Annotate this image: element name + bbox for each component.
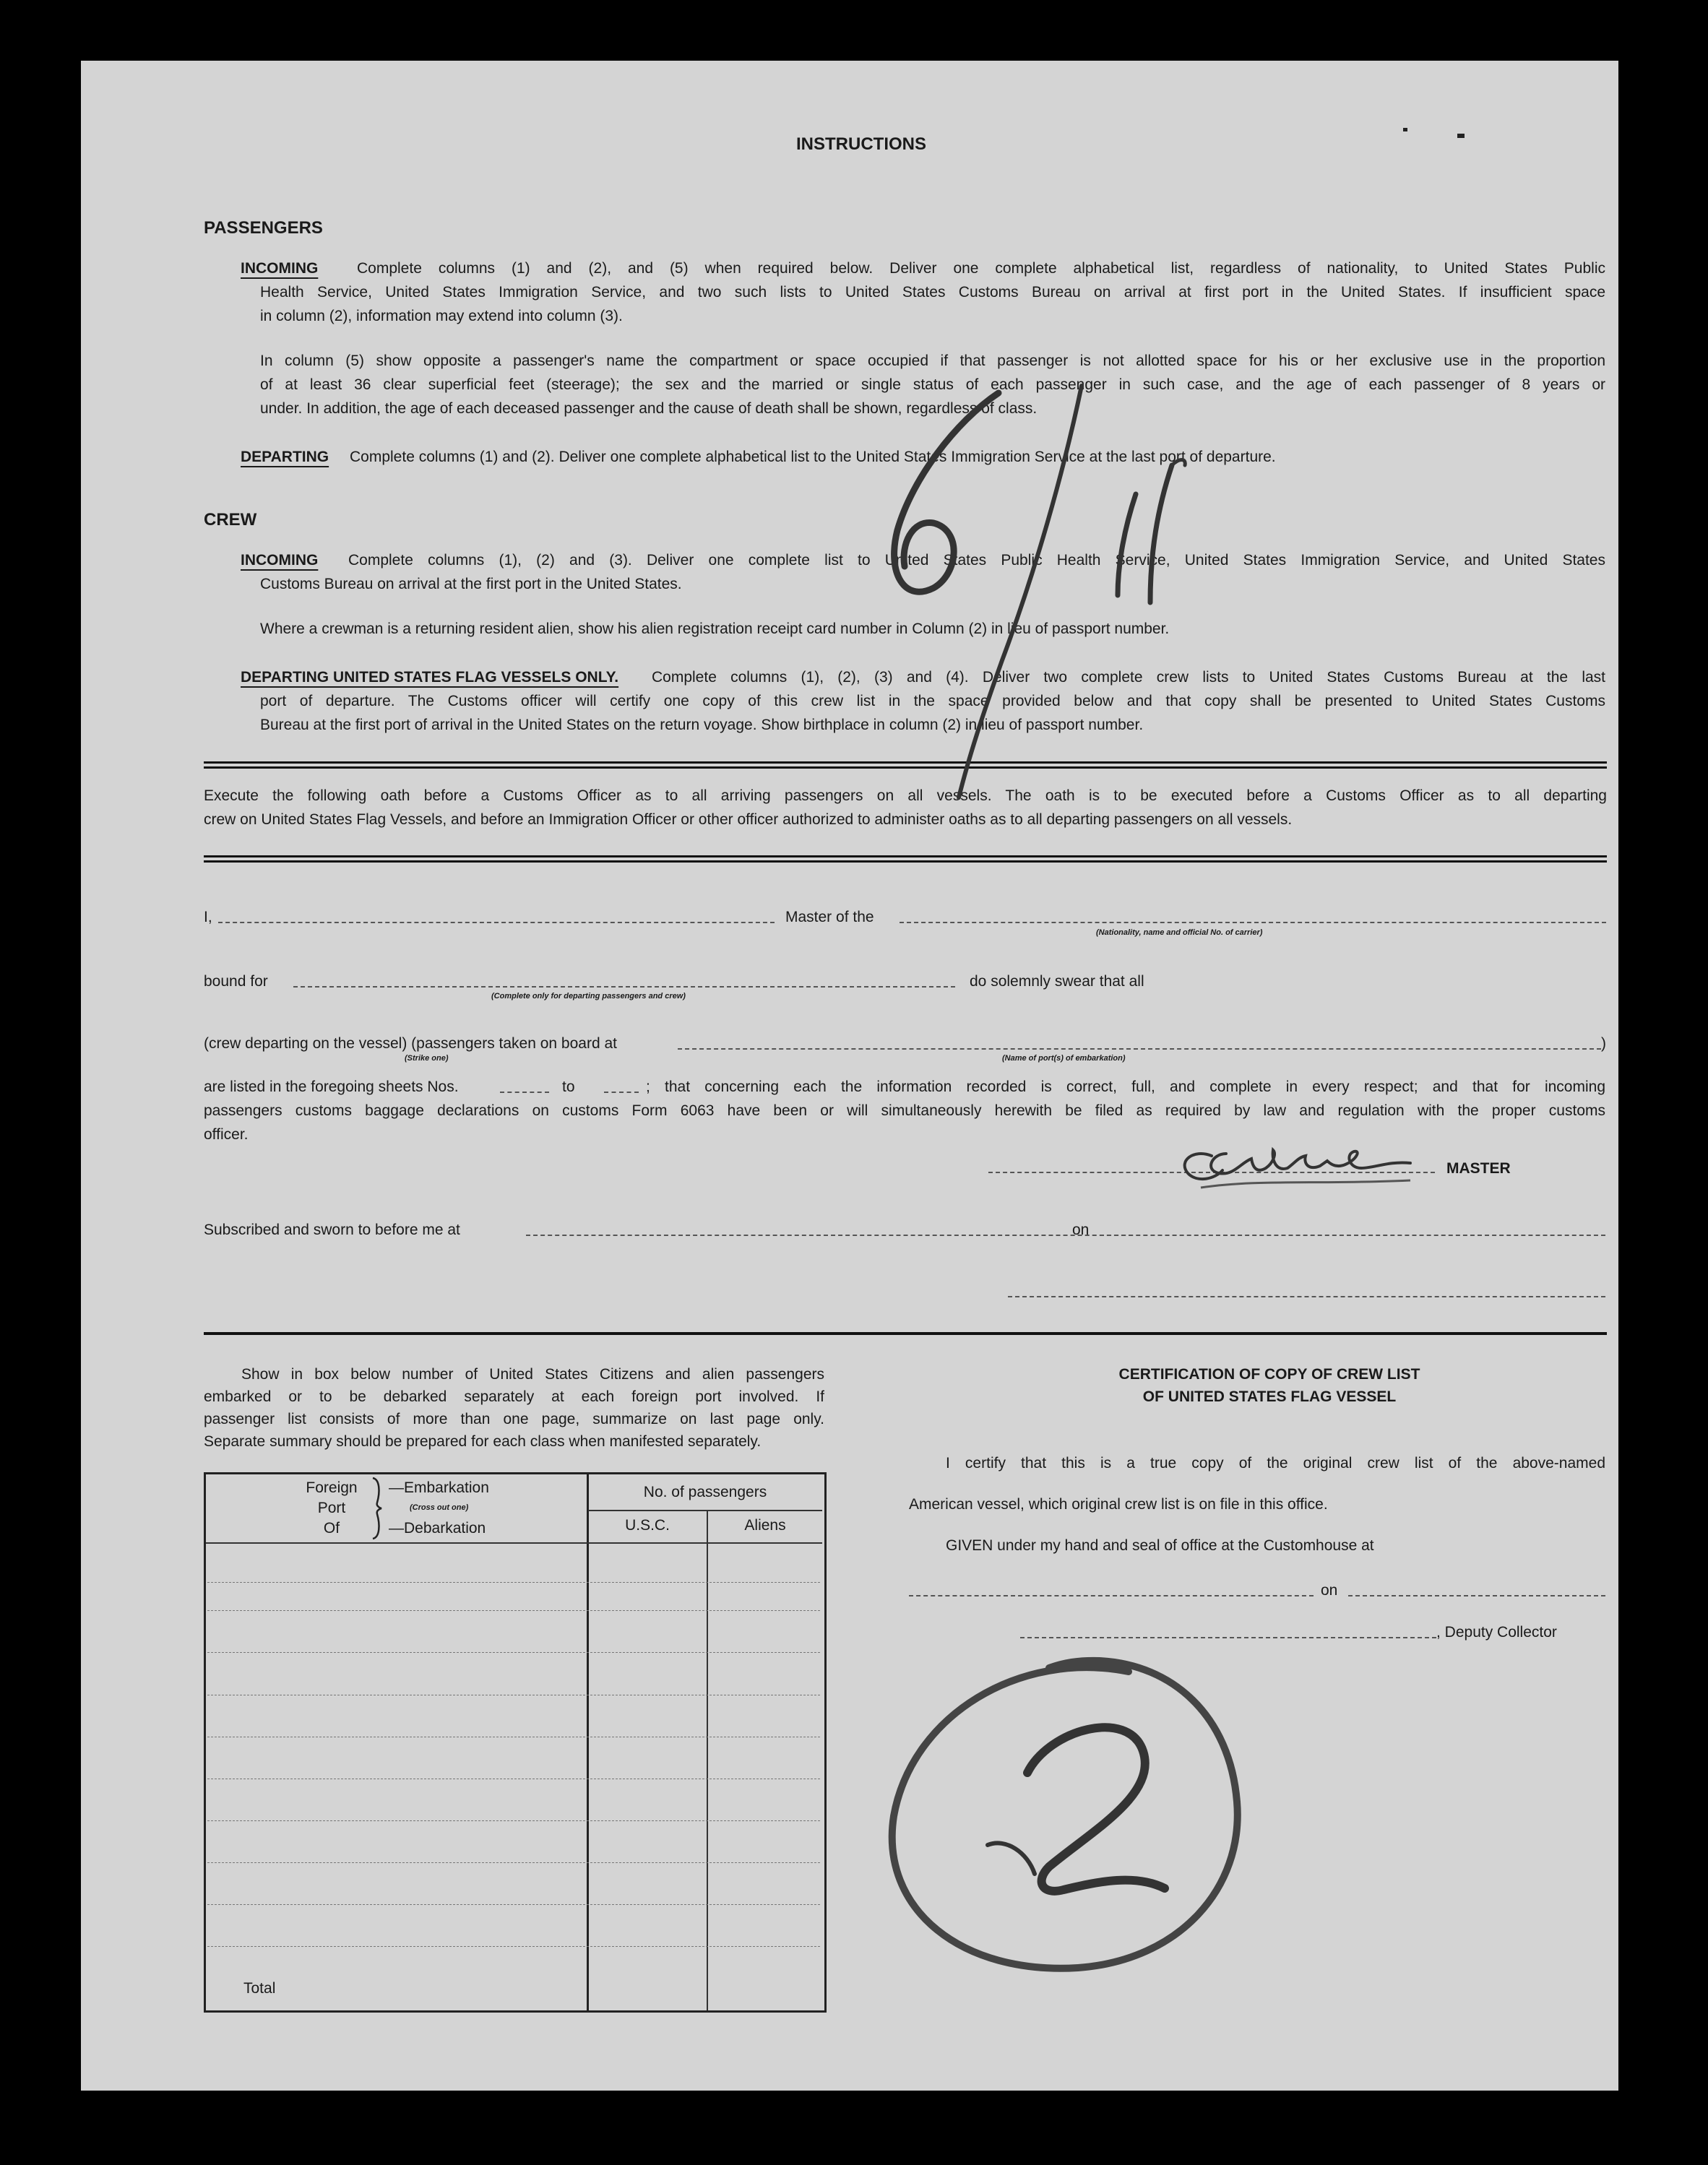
passenger-summary-table: [204, 1472, 827, 2013]
crew-resident-text: Where a crewman is a returning resident alien, show his alien registration receipt card number in Column (2) in lieu of passport number.: [260, 621, 1170, 637]
no-passengers-header: No. of passengers: [643, 1484, 767, 1500]
listed-to: to: [562, 1079, 575, 1095]
summary-text: passenger list consists of more than one page, summarize on last page only.: [204, 1411, 824, 1427]
aliens-header: Aliens: [744, 1517, 786, 1534]
port-label: Port: [317, 1500, 346, 1516]
certification-date-field[interactable]: [1348, 1595, 1605, 1596]
carrier-note: (Nationality, name and official No. of carrier): [1096, 928, 1263, 937]
column5-text: under. In addition, the age of each deceased passenger and the cause of death shall be shown, regardless of class.: [260, 400, 1038, 417]
ports-note: (Name of port(s) of embarkation): [1002, 1054, 1126, 1063]
passengers-incoming-text: Health Service, United States Immigration Service, and two such lists to United States Customs Bureau on arrival at first port in the United States. If insufficient space: [260, 284, 1605, 301]
certification-on: on: [1321, 1582, 1338, 1599]
oath-master-of-label: Master of the: [785, 909, 874, 925]
handwritten-circled-number: [861, 1635, 1266, 2011]
customhouse-field[interactable]: [909, 1595, 1314, 1596]
listed-text: passengers customs baggage declarations on customs Form 6063 have been or will simultaneously herewith be filed as required by law and regulation with the proper customs: [204, 1102, 1605, 1119]
summary-text: embarked or to be debarked separately at each foreign port involved. If: [204, 1388, 824, 1405]
subscribed-label: Subscribed and sworn to before me at: [204, 1222, 460, 1238]
sworn-on-label: on: [1072, 1222, 1090, 1238]
debarkation-label: —Debarkation: [389, 1520, 486, 1537]
passengers-incoming-text: in column (2), information may extend into column (3).: [260, 308, 623, 324]
table-divider: [707, 1510, 708, 2010]
of-label: Of: [323, 1520, 340, 1537]
embarkation-ports-field[interactable]: [678, 1048, 1601, 1050]
summary-text: Show in box below number of United States Citizens and alien passengers: [241, 1366, 824, 1383]
summary-text: Separate summary should be prepared for each class when manifested separately.: [204, 1433, 762, 1450]
table-divider: [587, 1474, 589, 2010]
crew-departing-label: DEPARTING UNITED STATES FLAG VESSELS ONLY.: [241, 669, 619, 686]
table-row[interactable]: [207, 1610, 820, 1611]
listed-text: ; that concerning each the information recorded is correct, full, and complete in every respect; and that for incoming: [646, 1079, 1605, 1095]
column5-text: of at least 36 clear superficial feet (steerage); the sex and the married or single status of each passenger in such case, and the age of each passenger of 8 years or: [260, 376, 1605, 393]
master-label: MASTER: [1446, 1160, 1511, 1177]
double-rule: [204, 855, 1607, 863]
oath-i-label: I,: [204, 909, 212, 925]
ink-speck: [1457, 134, 1465, 138]
certification-text: American vessel, which original crew list is on file in this office.: [909, 1496, 1328, 1513]
brace-icon: [370, 1475, 386, 1542]
crew-incoming-label: INCOMING: [241, 552, 319, 569]
sheet-from-field[interactable]: [500, 1092, 549, 1093]
sheet-to-field[interactable]: [604, 1092, 639, 1093]
form-page: [81, 61, 1618, 2091]
passengers-incoming-text: Complete columns (1) and (2), and (5) when required below. Deliver one complete alphabetical list, regardless of nationality, to United States Public: [357, 260, 1605, 277]
master-name-field[interactable]: [218, 922, 775, 923]
certification-title: OF UNITED STATES FLAG VESSEL: [1142, 1388, 1397, 1405]
cross-out-note: (Cross out one): [410, 1503, 469, 1512]
usc-header: U.S.C.: [625, 1517, 670, 1534]
oath-intro: Execute the following oath before a Customs Officer as to all arriving passengers on all vessels. The oath is to be executed before a Customs Officer as to all departing: [204, 787, 1607, 804]
close-paren: ): [1601, 1035, 1606, 1052]
section-rule: [204, 1332, 1607, 1335]
crew-incoming-text: Customs Bureau on arrival at the first port in the United States.: [260, 576, 682, 592]
crew-heading: CREW: [204, 510, 257, 530]
deputy-collector-label: , Deputy Collector: [1436, 1624, 1557, 1641]
crew-departing-text: port of departure. The Customs officer will certify one copy of this crew list in the space provided below and that copy shall be presented to United States Customs: [260, 693, 1605, 709]
sworn-place-field[interactable]: [526, 1235, 1133, 1236]
master-signature: [1172, 1128, 1439, 1201]
ink-speck: [1403, 128, 1407, 131]
passengers-incoming-label: INCOMING: [241, 260, 319, 277]
table-divider: [206, 1542, 822, 1544]
swear-text: do solemnly swear that all: [970, 973, 1144, 990]
certification-text: I certify that this is a true copy of the original crew list of the above-named: [946, 1455, 1605, 1472]
table-row[interactable]: [207, 1820, 820, 1821]
total-label: Total: [243, 1980, 276, 1997]
crew-departing-text: Bureau at the first port of arrival in the United States on the return voyage. Show birthplace in column (2) in lieu of passport number.: [260, 717, 1144, 733]
table-row[interactable]: [207, 1582, 820, 1583]
sworn-date-field[interactable]: [1100, 1235, 1605, 1236]
table-row[interactable]: [207, 1652, 820, 1653]
passengers-departing-label: DEPARTING: [241, 449, 329, 465]
table-row[interactable]: [207, 1946, 820, 1947]
table-row[interactable]: [207, 1904, 820, 1905]
carrier-field[interactable]: [900, 922, 1606, 923]
strike-note: (Strike one): [405, 1054, 449, 1063]
certification-text: GIVEN under my hand and seal of office at the Customhouse at: [946, 1537, 1374, 1554]
handwritten-page-mark: [832, 357, 1222, 819]
embarkation-label: —Embarkation: [389, 1479, 489, 1496]
crew-departing-choice: (crew departing on the vessel) (passengers taken on board at: [204, 1035, 617, 1052]
passengers-departing-text: Complete columns (1) and (2). Deliver one complete alphabetical list to the United States Immigration Service at the last port of departure.: [350, 449, 1276, 465]
crew-incoming-text: Complete columns (1), (2) and (3). Deliver one complete list to United States Public Health Service, United States Immigration Service, and United States: [348, 552, 1605, 569]
bound-for-label: bound for: [204, 973, 268, 990]
bound-for-field[interactable]: [293, 986, 955, 988]
foreign-label: Foreign: [306, 1479, 358, 1496]
listed-text: officer.: [204, 1126, 249, 1143]
crew-departing-text: Complete columns (1), (2), (3) and (4). Deliver two complete crew lists to United States Customs Bureau at the last: [652, 669, 1605, 686]
bound-note: (Complete only for departing passengers and crew): [491, 992, 686, 1001]
table-row[interactable]: [207, 1862, 820, 1863]
table-divider: [588, 1510, 822, 1511]
oath-intro: crew on United States Flag Vessels, and before an Immigration Officer or other officer authorized to administer oaths as to all departing passengers on all vessels.: [204, 811, 1293, 828]
listed-text: are listed in the foregoing sheets Nos.: [204, 1079, 459, 1095]
officer-signature-field[interactable]: [1008, 1296, 1605, 1297]
certification-title: CERTIFICATION OF COPY OF CREW LIST: [1118, 1366, 1420, 1383]
page-title: INSTRUCTIONS: [796, 134, 926, 154]
column5-text: In column (5) show opposite a passenger's name the compartment or space occupied if that passenger is not allotted space for his or her exclusive use in the proportion: [260, 353, 1605, 369]
passengers-heading: PASSENGERS: [204, 218, 323, 238]
